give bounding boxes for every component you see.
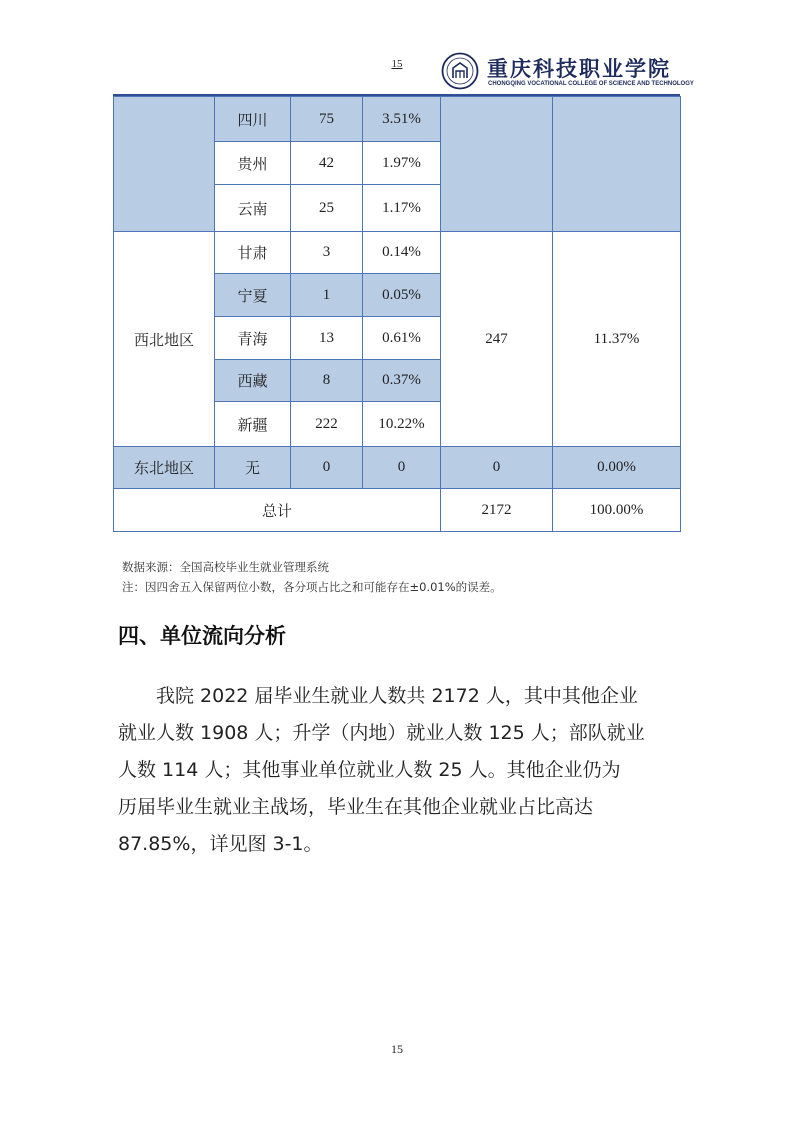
region-cell: 东北地区 [114,447,215,489]
province-cell: 青海 [215,317,291,360]
section-heading: 四、单位流向分析 [118,624,286,648]
region-cell: 西北地区 [114,232,215,447]
region-total-cell: 247 [441,232,553,447]
count-cell: 3 [291,232,363,274]
percent-cell: 1.97% [363,142,441,185]
table-row [114,97,681,142]
data-source-note: 数据来源：全国高校毕业生就业管理系统 [122,560,329,574]
region-percent-cell: 0.00% [553,447,681,489]
percent-cell: 1.17% [363,185,441,232]
region-percent-cell: 11.37% [553,232,681,447]
employment-region-table [113,96,681,532]
count-cell: 1 [291,274,363,317]
count-cell: 222 [291,402,363,447]
percent-cell: 0 [363,447,441,489]
province-cell: 西藏 [215,360,291,402]
total-label: 总计 [114,489,441,532]
paragraph-line: 我院 2022 届毕业生就业人数共 2172 人，其中其他企业 [156,685,638,707]
region-total-cell: 0 [441,447,553,489]
count-cell: 0 [291,447,363,489]
paragraph-line: 87.85%，详见图 3-1。 [118,833,323,855]
province-cell: 甘肃 [215,232,291,274]
table-notes [122,557,502,597]
count-cell: 13 [291,317,363,360]
percent-cell: 0.05% [363,274,441,317]
logo-name-cn: 重庆科技职业学院 [487,56,671,81]
percent-cell: 0.61% [363,317,441,360]
total-row [114,489,681,532]
count-cell: 42 [291,142,363,185]
count-cell: 75 [291,97,363,142]
footer-page-number: 15 [391,1042,403,1056]
province-cell: 无 [215,447,291,489]
school-seal-icon [441,52,479,90]
college-logo [441,52,694,92]
province-cell: 新疆 [215,402,291,447]
section-paragraph [118,678,688,863]
paragraph-line: 历届毕业生就业主战场，毕业生在其他企业就业占比高达 [118,796,594,818]
region-total-cell [441,97,553,232]
rounding-note: 注：因四舍五入保留两位小数，各分项占比之和可能存在±0.01%的误差。 [122,580,502,594]
region-cell [114,97,215,232]
grand-percent-cell: 100.00% [553,489,681,532]
region-percent-cell [553,97,681,232]
province-cell: 云南 [215,185,291,232]
paragraph-line: 就业人数 1908 人；升学（内地）就业人数 125 人；部队就业 [118,722,645,744]
grand-total-cell: 2172 [441,489,553,532]
province-cell: 四川 [215,97,291,142]
percent-cell: 3.51% [363,97,441,142]
table-row [114,232,681,274]
province-cell: 贵州 [215,142,291,185]
paragraph-line: 人数 114 人；其他事业单位就业人数 25 人。其他企业仍为 [118,759,621,781]
header-page-number: 15 [391,58,403,70]
percent-cell: 0.14% [363,232,441,274]
count-cell: 8 [291,360,363,402]
percent-cell: 0.37% [363,360,441,402]
count-cell: 25 [291,185,363,232]
percent-cell: 10.22% [363,402,441,447]
province-cell: 宁夏 [215,274,291,317]
logo-name-en: CHONGQING VOCATIONAL COLLEGE OF SCIENCE AND TECHNOLOGY [488,81,694,87]
table-row [114,447,681,489]
